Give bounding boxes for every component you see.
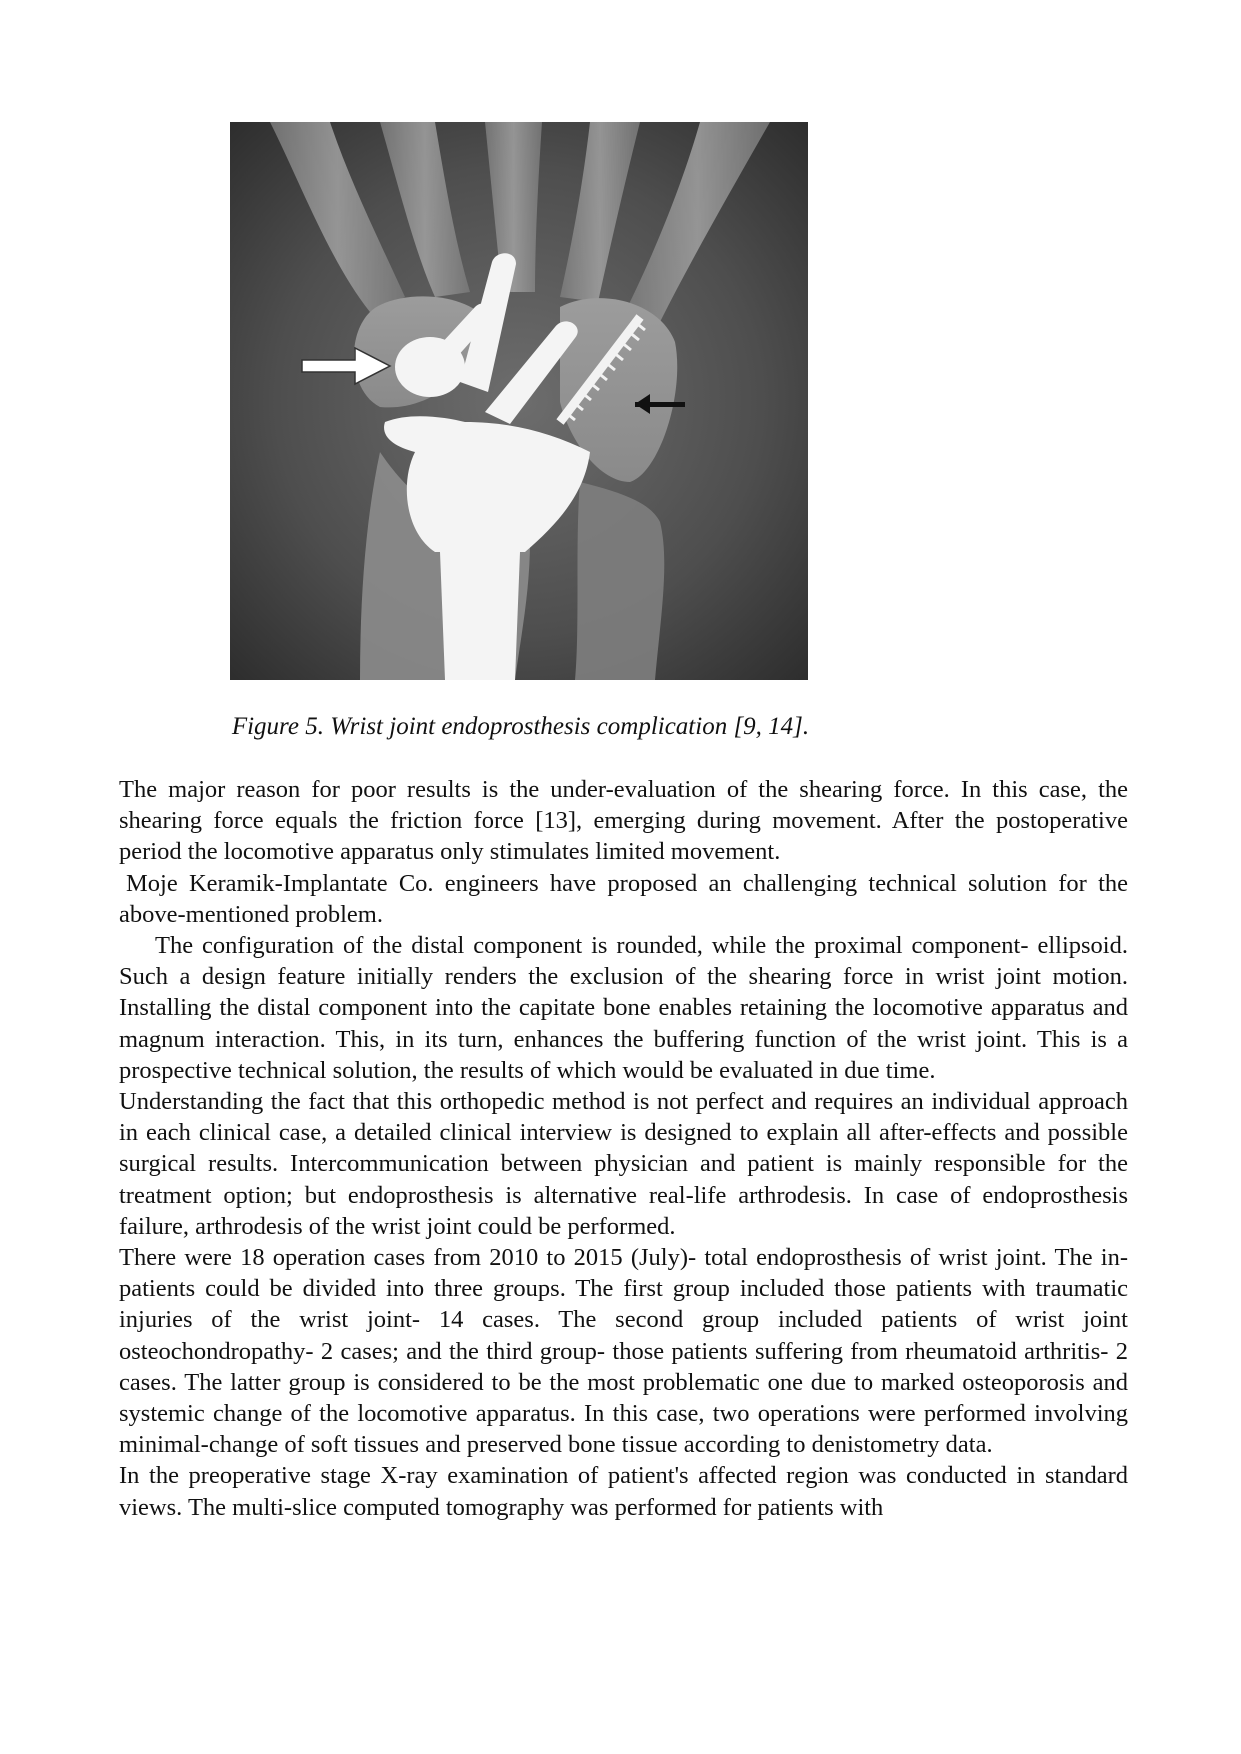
xray-figure: [230, 122, 808, 680]
paragraph-3: The configuration of the distal component is rounded, while the proximal component- ellipsoid. Such a design feature initially renders the exclusion of the shearing force in wrist joint motion. Installing the distal component into the capitate bone enables retaining the locomotive apparatus and magnum interaction. This, in its turn, enhances the buffering function of the wrist joint. This is a prospective technical solution, the results of which would be evaluated in due time.: [119, 932, 1128, 1084]
paragraph-2: Moje Keramik-Implantate Co. engineers have proposed an challenging technical solution for the above-mentioned problem.: [119, 869, 1128, 928]
paragraph-4: Understanding the fact that this orthopedic method is not perfect and requires an individual approach in each clinical case, a detailed clinical interview is designed to explain all after-effects and possible surgical results. Intercommunication between physician and patient is mainly responsible for the treatment option; but endoprosthesis is alternative real-life arthrodesis. In case of endoprosthesis failure, arthrodesis of the wrist joint could be performed.: [119, 1088, 1128, 1240]
paragraph-5: There were 18 operation cases from 2010 to 2015 (July)- total endoprosthesis of wrist joint. The in-patients could be divided into three groups. The first group included those patients with traumatic injuries of the wrist joint- 14 cases. The second group included patients of wrist joint osteochondropathy- 2 cases; and the third group- those patients suffering from rheumatoid arthritis- 2 cases. The latter group is considered to be the most problematic one due to marked osteoporosis and systemic change of the locomotive apparatus. In this case, two operations were performed involving minimal-change of soft tissues and preserved bone tissue according to denistometry data.: [119, 1244, 1128, 1459]
figure-caption: Figure 5. Wrist joint endoprosthesis complication [9, 14].: [231, 713, 810, 740]
paragraph-6: In the preoperative stage X-ray examination of patient's affected region was conducted in standard views. The multi-slice computed tomography was performed for patients with: [119, 1462, 1128, 1521]
xray-image: [230, 122, 808, 680]
paragraph-1: The major reason for poor results is the under-evaluation of the shearing force. In this case, the shearing force equals the friction force [13], emerging during movement. After the postoperative period the locomotive apparatus only stimulates limited movement.: [119, 776, 1128, 866]
body-text: [119, 774, 1128, 1523]
